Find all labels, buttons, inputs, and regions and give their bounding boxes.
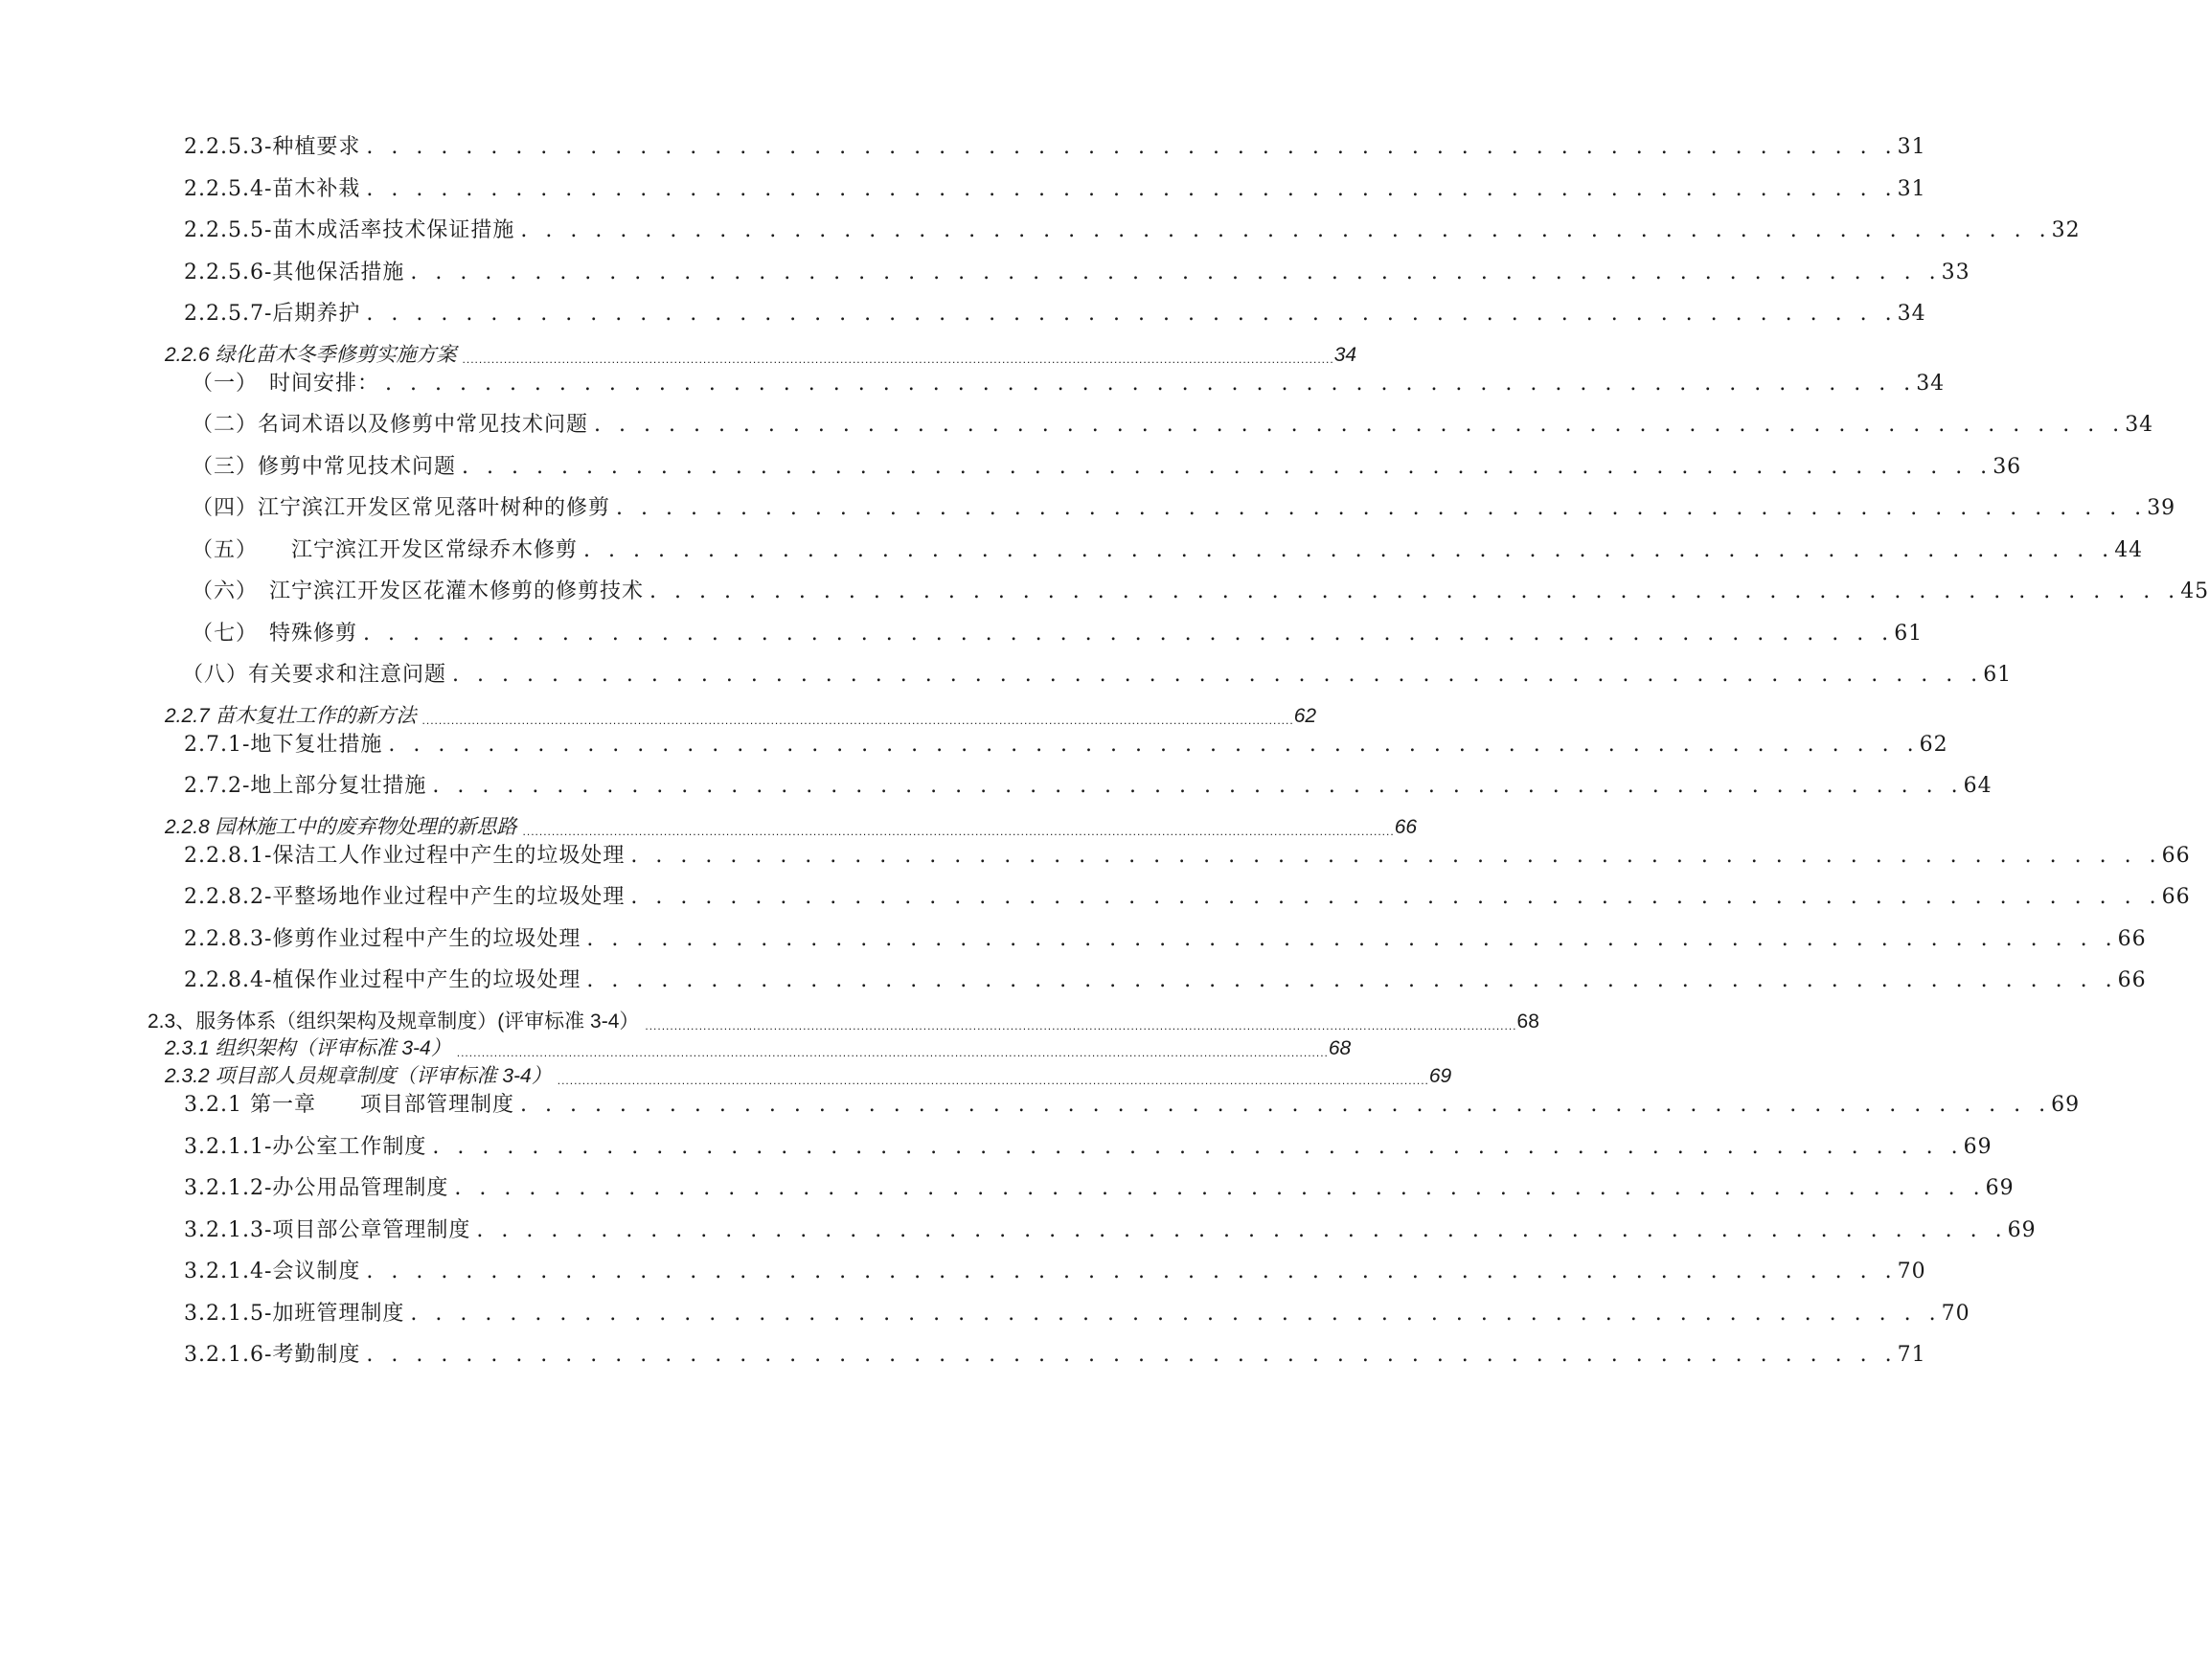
toc-dot-leader: . . . . . . . . . . . . . . . . . . . . . . . . . . . . . . . . . . . . . . . . . . . . . . . . . . . . . . . . . . . . . . (366, 1260, 1898, 1283)
toc-entry-page: 69 (2007, 1218, 2037, 1242)
toc-entry[interactable] (0, 1214, 2037, 1243)
toc-dot-leader: .................................................................................................................................................................................................................. (557, 1074, 1429, 1087)
toc-entry-page: 68 (1516, 1010, 1539, 1033)
toc-entry-label: 2.3.1 组织架构（评审标准 3-4） (165, 1037, 451, 1059)
toc-entry[interactable] (0, 1171, 2015, 1201)
toc-entry-page: 66 (2117, 968, 2147, 992)
toc-entry[interactable] (0, 130, 1926, 160)
toc-dot-leader: .................................................................................................................................................................................................................. (645, 1019, 1517, 1033)
toc-dot-leader: . . . . . . . . . . . . . . . . . . . . . . . . . . . . . . . . . . . . . . . . . . . . . . . . . . . . . . . . . . . . . . (586, 968, 2118, 992)
toc-entry-page: 70 (1941, 1302, 1970, 1326)
toc-entry-page: 44 (2114, 538, 2144, 562)
toc-entry-label: （五） 江宁滨江开发区常绿乔木修剪 (192, 538, 579, 562)
toc-entry-page: 66 (1394, 816, 1418, 838)
toc-entry[interactable] (0, 1255, 1926, 1284)
toc-dot-leader: . . . . . . . . . . . . . . . . . . . . . . . . . . . . . . . . . . . . . . . . . . . . . . . . . . . . . . . . . . . . . . (410, 261, 1942, 284)
toc-entry-page: 61 (1894, 622, 1924, 646)
toc-entry[interactable] (0, 1297, 1970, 1327)
toc-entry-label: （四）江宁滨江开发区常见落叶树种的修剪 (192, 496, 611, 520)
toc-entry-label: 2.2.5.5-苗木成活率技术保证措施 (184, 218, 515, 242)
toc-entry-page: 34 (1916, 372, 1946, 396)
toc-dot-leader: . . . . . . . . . . . . . . . . . . . . . . . . . . . . . . . . . . . . . . . . . . . . . . . . . . . . . . . . . . . . . . (410, 1302, 1942, 1326)
toc-entry[interactable] (0, 811, 1418, 840)
toc-entry-label: 3.2.1.6-考勤制度 (184, 1343, 361, 1367)
toc-entry-label: 2.2.7 苗木复壮工作的新方法 (165, 705, 417, 727)
toc-dot-leader: . . . . . . . . . . . . . . . . . . . . . . . . . . . . . . . . . . . . . . . . . . . . . . . . . . . . . . . . . . . . . . (616, 496, 2148, 520)
toc-dot-leader: .................................................................................................................................................................................................................. (462, 352, 1334, 366)
toc-dot-leader: . . . . . . . . . . . . . . . . . . . . . . . . . . . . . . . . . . . . . . . . . . . . . . . . . . . . . . . . . . . . . . (366, 1343, 1898, 1367)
toc-entry[interactable] (0, 964, 2147, 993)
toc-entry-label: （一） 时间安排： (192, 372, 380, 396)
toc-entry-page: 33 (1941, 261, 1970, 284)
toc-entry-label: 3.2.1 第一章 项目部管理制度 (184, 1093, 514, 1117)
toc-dot-leader: . . . . . . . . . . . . . . . . . . . . . . . . . . . . . . . . . . . . . . . . . . . . . . . . . . . . . . . . . . . . . . (432, 1135, 1964, 1159)
toc-dot-leader: . . . . . . . . . . . . . . . . . . . . . . . . . . . . . . . . . . . . . . . . . . . . . . . . . . . . . . . . . . . . . . (586, 927, 2118, 951)
toc-entry-page: 32 (2051, 218, 2081, 242)
toc-entry-label: （八）有关要求和注意问题 (182, 663, 447, 687)
toc-dot-leader: . . . . . . . . . . . . . . . . . . . . . . . . . . . . . . . . . . . . . . . . . . . . . . . . . . . . . . . . . . . . . . (363, 622, 1895, 646)
toc-entry-label: 2.2.5.6-其他保活措施 (184, 261, 405, 284)
toc-entry-label: 2.2.5.7-后期养护 (184, 302, 361, 326)
toc-entry[interactable] (0, 214, 2081, 243)
toc-entry-label: 2.2.5.4-苗木补栽 (184, 177, 361, 201)
toc-entry[interactable] (0, 256, 1970, 285)
toc-entry[interactable] (0, 297, 1926, 327)
toc-entry-page: 31 (1897, 177, 1926, 201)
toc-dot-leader: . . . . . . . . . . . . . . . . . . . . . . . . . . . . . . . . . . . . . . . . . . . . . . . . . . . . . . . . . . . . . . (366, 135, 1898, 159)
toc-entry-page: 39 (2147, 496, 2176, 520)
toc-entry-page: 62 (1919, 733, 1948, 757)
toc-entry-label: 2.2.8.4-植保作业过程中产生的垃圾处理 (184, 968, 581, 992)
toc-dot-leader: . . . . . . . . . . . . . . . . . . . . . . . . . . . . . . . . . . . . . . . . . . . . . . . . . . . . . . . . . . . . . . (649, 579, 2181, 603)
toc-entry-page: 66 (2161, 885, 2191, 909)
toc-dot-leader: . . . . . . . . . . . . . . . . . . . . . . . . . . . . . . . . . . . . . . . . . . . . . . . . . . . . . . . . . . . . . . (520, 218, 2052, 242)
toc-entry[interactable] (0, 172, 1926, 202)
toc-dot-leader: . . . . . . . . . . . . . . . . . . . . . . . . . . . . . . . . . . . . . . . . . . . . . . . . . . . . . . . . . . . . . . (519, 1093, 2052, 1117)
toc-entry-label: 2.3、服务体系（组织架构及规章制度）(评审标准 3-4） (148, 1010, 640, 1033)
toc-entry-page: 70 (1897, 1260, 1926, 1283)
toc-entry[interactable] (0, 922, 2147, 952)
toc-entry-page: 45 (2180, 579, 2209, 603)
toc-dot-leader: . . . . . . . . . . . . . . . . . . . . . . . . . . . . . . . . . . . . . . . . . . . . . . . . . . . . . . . . . . . . . . (366, 177, 1898, 201)
toc-entry-page: 64 (1963, 774, 1993, 798)
toc-entry[interactable] (0, 534, 2144, 563)
toc-entry-label: 2.2.8.2-平整场地作业过程中产生的垃圾处理 (184, 885, 626, 909)
toc-entry-label: （三）修剪中常见技术问题 (192, 455, 457, 479)
toc-dot-leader: .................................................................................................................................................................................................................. (456, 1046, 1329, 1059)
toc-entry-page: 69 (1985, 1176, 2015, 1200)
toc-entry-page: 68 (1328, 1037, 1352, 1059)
toc-dot-leader: . . . . . . . . . . . . . . . . . . . . . . . . . . . . . . . . . . . . . . . . . . . . . . . . . . . . . . . . . . . . . . (594, 413, 2126, 437)
toc-entry-page: 34 (1333, 344, 1357, 366)
toc-entry-label: 2.3.2 项目部人员规章制度（评审标准 3-4） (165, 1065, 552, 1087)
toc-entry-label: 2.2.6 绿化苗木冬季修剪实施方案 (165, 344, 457, 366)
toc-entry[interactable] (0, 769, 1993, 799)
toc-entry[interactable] (0, 617, 1924, 647)
toc-entry-page: 69 (1428, 1065, 1452, 1087)
toc-entry-label: 3.2.1.1-办公室工作制度 (184, 1135, 427, 1159)
toc-entry-page: 71 (1897, 1343, 1926, 1367)
toc-entry[interactable] (0, 1006, 1539, 1034)
toc-dot-leader: . . . . . . . . . . . . . . . . . . . . . . . . . . . . . . . . . . . . . . . . . . . . . . . . . . . . . . . . . . . . . . (454, 1176, 1986, 1200)
toc-entry-page: 69 (1963, 1135, 1993, 1159)
toc-entry-page: 62 (1293, 705, 1317, 727)
toc-entry[interactable] (0, 839, 2191, 869)
toc-entry-label: （二）名词术语以及修剪中常见技术问题 (192, 413, 589, 437)
toc-entry[interactable] (0, 880, 2191, 910)
toc-entry[interactable] (0, 575, 2209, 604)
toc-entry[interactable] (0, 408, 2154, 438)
toc-entry[interactable] (0, 1088, 2081, 1118)
toc-dot-leader: . . . . . . . . . . . . . . . . . . . . . . . . . . . . . . . . . . . . . . . . . . . . . . . . . . . . . . . . . . . . . . (388, 733, 1920, 757)
toc-entry-label: （七） 特殊修剪 (192, 622, 358, 646)
toc-entry-label: 3.2.1.4-会议制度 (184, 1260, 361, 1283)
toc-entry-page: 61 (1983, 663, 2013, 687)
toc-entry-page: 36 (1993, 455, 2022, 479)
toc-entry-label: 3.2.1.2-办公用品管理制度 (184, 1176, 449, 1200)
toc-entry-page: 69 (2051, 1093, 2081, 1117)
toc-dot-leader: . . . . . . . . . . . . . . . . . . . . . . . . . . . . . . . . . . . . . . . . . . . . . . . . . . . . . . . . . . . . . . (432, 774, 1964, 798)
toc-entry-page: 31 (1897, 135, 1926, 159)
toc-entry-page: 34 (1897, 302, 1926, 326)
toc-entry-page: 66 (2161, 844, 2191, 868)
toc-entry[interactable] (0, 450, 2022, 480)
toc-entry[interactable] (0, 700, 1317, 729)
toc-entry[interactable] (0, 1033, 1352, 1061)
toc-dot-leader: . . . . . . . . . . . . . . . . . . . . . . . . . . . . . . . . . . . . . . . . . . . . . . . . . . . . . . . . . . . . . . (476, 1218, 2008, 1242)
toc-entry-label: 2.2.8.3-修剪作业过程中产生的垃圾处理 (184, 927, 581, 951)
toc-dot-leader: . . . . . . . . . . . . . . . . . . . . . . . . . . . . . . . . . . . . . . . . . . . . . . . . . . . . . . . . . . . . . . (630, 885, 2162, 909)
toc-dot-leader: . . . . . . . . . . . . . . . . . . . . . . . . . . . . . . . . . . . . . . . . . . . . . . . . . . . . . . . . . . . . . . (366, 302, 1898, 326)
toc-dot-leader: .................................................................................................................................................................................................................. (421, 714, 1294, 727)
toc-entry-label: 3.2.1.5-加班管理制度 (184, 1302, 405, 1326)
toc-entry-label: 2.7.1-地下复壮措施 (184, 733, 383, 757)
toc-entry-page: 66 (2117, 927, 2147, 951)
toc-entry-label: （六） 江宁滨江开发区花灌木修剪的修剪技术 (192, 579, 645, 603)
toc-entry-label: 2.7.2-地上部分复壮措施 (184, 774, 427, 798)
toc-entry-label: 2.2.5.3-种植要求 (184, 135, 361, 159)
toc-entry[interactable] (0, 658, 2013, 688)
toc-dot-leader: . . . . . . . . . . . . . . . . . . . . . . . . . . . . . . . . . . . . . . . . . . . . . . . . . . . . . . . . . . . . . . (385, 372, 1917, 396)
toc-entry[interactable] (0, 491, 2176, 521)
toc-entry-page: 34 (2125, 413, 2154, 437)
toc-dot-leader: .................................................................................................................................................................................................................. (522, 825, 1395, 838)
toc-entry[interactable] (0, 728, 1948, 758)
toc-entry[interactable] (0, 339, 1357, 368)
toc-entry[interactable] (0, 1338, 1926, 1368)
toc-dot-leader: . . . . . . . . . . . . . . . . . . . . . . . . . . . . . . . . . . . . . . . . . . . . . . . . . . . . . . . . . . . . . . (462, 455, 1993, 479)
toc-dot-leader: . . . . . . . . . . . . . . . . . . . . . . . . . . . . . . . . . . . . . . . . . . . . . . . . . . . . . . . . . . . . . . (583, 538, 2115, 562)
toc-entry[interactable] (0, 1060, 1452, 1089)
toc-entry-label: 2.2.8.1-保洁工人作业过程中产生的垃圾处理 (184, 844, 626, 868)
toc-dot-leader: . . . . . . . . . . . . . . . . . . . . . . . . . . . . . . . . . . . . . . . . . . . . . . . . . . . . . . . . . . . . . . (452, 663, 1984, 687)
toc-entry-label: 3.2.1.3-项目部公章管理制度 (184, 1218, 471, 1242)
toc-entry[interactable] (0, 1130, 1993, 1160)
toc-dot-leader: . . . . . . . . . . . . . . . . . . . . . . . . . . . . . . . . . . . . . . . . . . . . . . . . . . . . . . . . . . . . . . (630, 844, 2162, 868)
toc-entry-label: 2.2.8 园林施工中的废弃物处理的新思路 (165, 816, 517, 838)
toc-entry[interactable] (0, 367, 1946, 397)
